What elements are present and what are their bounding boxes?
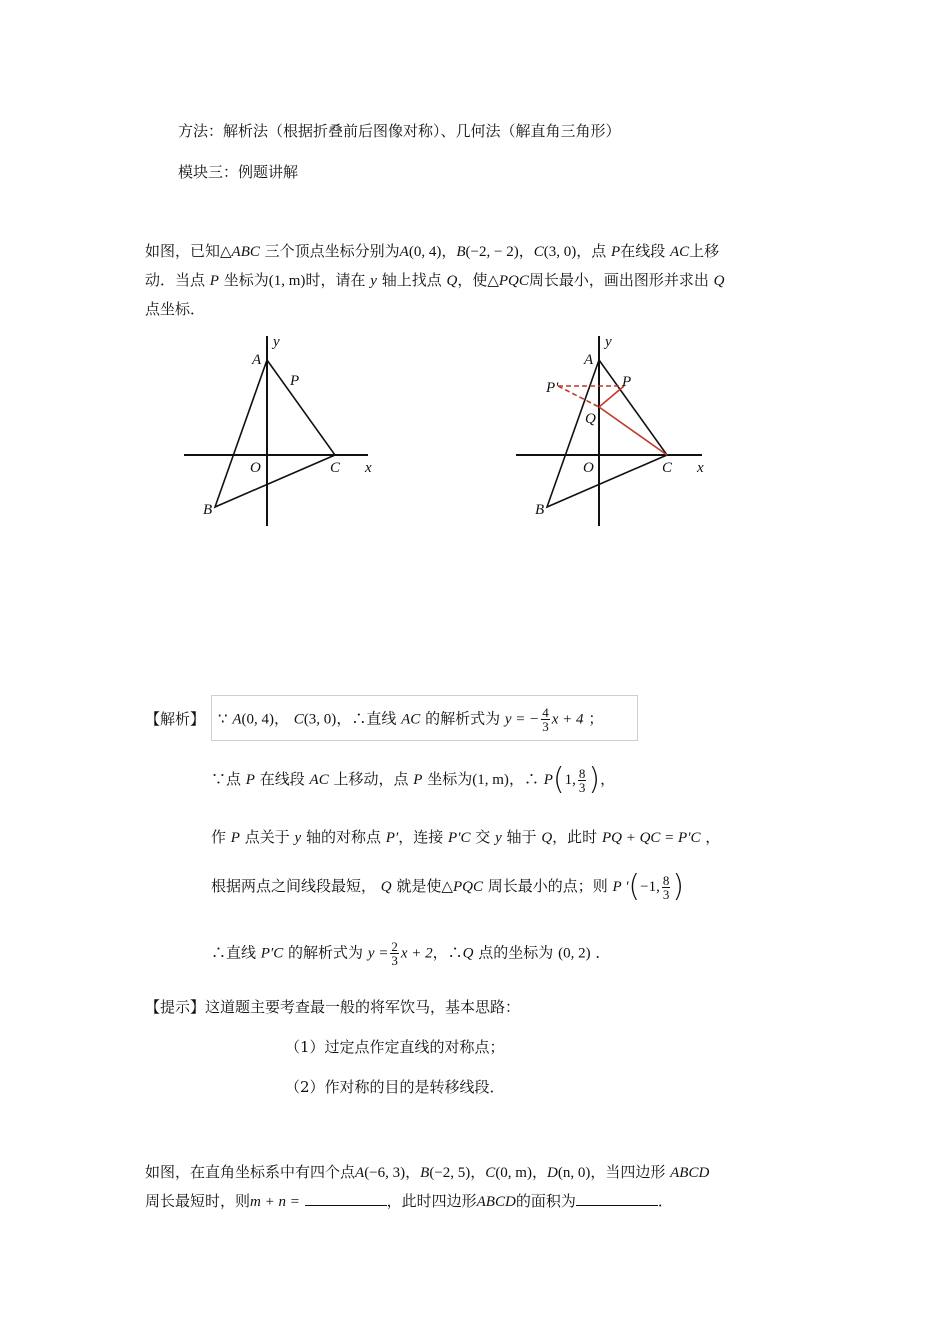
figure-reflection	[510, 330, 715, 530]
hint-item-2: （2）作对称的目的是转移线段．	[285, 1078, 505, 1096]
label-y: y	[605, 334, 612, 350]
triangle-abc	[547, 360, 667, 507]
hint-line: 【提示】这道题主要考查最一般的将军饮马，基本思路：	[145, 998, 521, 1016]
example1-line2: 动．当点 P 坐标为(1, m)时，请在 y 轴上找点 Q，使△PQC周长最小，画出图形并求出 Q	[145, 271, 725, 289]
label-q: Q	[585, 411, 596, 427]
fraction-4-3: $\frac{4}{3}$	[542, 705, 549, 734]
label-b: B	[535, 502, 545, 518]
label-p: P	[622, 374, 632, 390]
solution-line1: ∵ A(0, 4)， C(3, 0)，∴直线 AC 的解析式为 y = − $\frac{4}{3}$ x + 4 ；	[218, 705, 604, 734]
segment-qp	[599, 386, 624, 407]
label-x: x	[697, 460, 704, 476]
label-o: O	[583, 460, 594, 476]
example1-line1: 如图，已知△ABC 三个顶点坐标分别为A(0, 4)，B(−2, − 2)，C(3, 0)，点 P在线段 AC上移	[145, 242, 720, 260]
label-c: C	[662, 460, 673, 476]
module-line: 模块三：例题讲解	[178, 163, 299, 181]
example2-problem	[145, 1158, 810, 1216]
fraction-8-3: $\frac{8}{3}$	[662, 872, 670, 902]
solution-line2: ∵点 P 在线段 AC 上移动，点 P 坐标为(1, m)，∴ P(1, $\frac{8}{3}$ )，	[211, 762, 616, 797]
solution-line3: 作 P 点关于 y 轴的对称点 P′，连接 P′C 交 y 轴于 Q，此时 PQ + QC = P′C ，	[211, 828, 721, 846]
method-line: 方法：解析法（根据折叠前后图像对称）、几何法（解直角三角形）	[178, 122, 621, 140]
label-a: A	[252, 352, 262, 368]
label-p-prime: P'	[546, 380, 559, 396]
label-a: A	[584, 352, 594, 368]
hint-item-1: （1）过定点作定直线的对称点；	[285, 1038, 505, 1056]
label-p: P	[290, 373, 300, 389]
fraction-8-3: $\frac{8}{3}$	[578, 765, 586, 795]
segment-qc	[599, 407, 667, 455]
label-o: O	[250, 460, 261, 476]
figure-triangle-abc	[178, 330, 378, 530]
fraction-2-3: $\frac{2}{3}$	[391, 939, 398, 968]
label-x: x	[365, 460, 372, 476]
solution-line5: ∴直线 P′C 的解析式为 y = $\frac{2}{3}$ x + 2，∴Q 点的坐标为 (0, 2) ．	[211, 939, 611, 968]
example1-problem	[145, 237, 810, 323]
dashed-pq-segment	[558, 386, 599, 407]
solution-tag: 【解析】	[145, 710, 206, 728]
example1-line3: 点坐标．	[145, 300, 206, 318]
label-c: C	[330, 460, 341, 476]
example2-line1: 如图，在直角坐标系中有四个点A(−6, 3)，B(−2, 5)，C(0, m)，D(n, 0)，当四边形 ABCD	[145, 1163, 710, 1181]
triangle-abc	[215, 360, 335, 507]
solution-line4: 根据两点之间线段最短， Q 就是使△PQC 周长最小的点；则 P '(−1, $\frac{8}{3}$ )	[211, 869, 685, 904]
example2-line2: 周长最短时，则m + n = ，此时四边形ABCD的面积为 ．	[145, 1192, 673, 1210]
answer-blank-mn[interactable]	[305, 1191, 387, 1206]
answer-blank-area[interactable]	[576, 1191, 658, 1206]
label-y: y	[273, 334, 280, 350]
solution-line1-box	[211, 695, 638, 741]
label-b: B	[203, 502, 213, 518]
